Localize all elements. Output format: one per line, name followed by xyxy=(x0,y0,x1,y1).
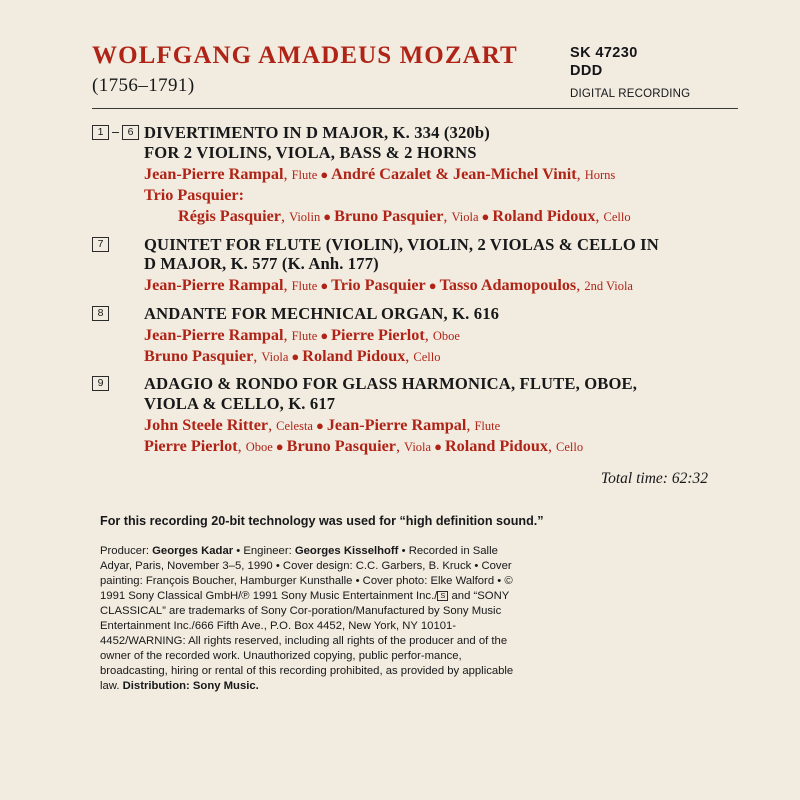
credits-sep: • xyxy=(398,545,406,558)
bullet-icon: ● xyxy=(315,417,324,433)
performer-name: Roland Pidoux xyxy=(444,437,548,456)
performer-name: Roland Pidoux xyxy=(302,346,406,365)
header-divider xyxy=(92,108,738,109)
performer-instrument: Oboe xyxy=(432,328,460,343)
work-subtitle: D MAJOR, K. 577 (K. Anh. 177) xyxy=(144,254,379,274)
engineer-name: Georges Kisselhoff xyxy=(294,545,399,558)
performer-name: Jean-Pierre Rampal xyxy=(144,164,284,183)
track-number: 6 xyxy=(122,125,139,140)
track-range-dash-icon xyxy=(112,132,119,133)
bullet-icon: ● xyxy=(481,209,490,225)
work-title: QUINTET FOR FLUTE (VIOLIN), VIOLIN, 2 VIOLAS & CELLO IN xyxy=(144,234,659,254)
performer-line: Pierre Pierlot, Oboe ● Bruno Pasquier, Viola ● Roland Pidoux, Cello xyxy=(144,437,584,456)
performer-instrument: Cello xyxy=(556,440,584,455)
performer-name: Bruno Pasquier xyxy=(286,437,396,456)
performer-name: Roland Pidoux xyxy=(492,207,596,226)
performer-line xyxy=(144,185,738,205)
composer-dates: (1756–1791) xyxy=(92,74,195,96)
producer-prefix: Producer: xyxy=(100,545,153,558)
track-number-group xyxy=(92,125,139,140)
performer-line: John Steele Ritter, Celesta ● Jean-Pierre Rampal, Flute xyxy=(144,415,501,434)
work-entry xyxy=(92,374,738,456)
track-number: 9 xyxy=(92,376,109,391)
performer-name: André Cazalet & Jean-Michel Vinit xyxy=(331,164,577,183)
performer-line: Jean-Pierre Rampal, Flute ● Trio Pasquier ● Tasso Adamopoulos, 2nd Viola xyxy=(144,276,633,295)
sony-trademark-icon: S xyxy=(437,591,448,601)
performer-line: Jean-Pierre Rampal, Flute ● André Cazalet & Jean-Michel Vinit, Horns xyxy=(144,164,616,183)
bullet-icon: ● xyxy=(320,278,329,294)
performer-instrument: Horns xyxy=(584,167,616,182)
header-right xyxy=(570,42,738,100)
work-subtitle: FOR 2 VIOLINS, VIOLA, BASS & 2 HORNS xyxy=(144,142,477,162)
performer-instrument: Violin xyxy=(289,210,321,225)
total-time: Total time: 62:32 xyxy=(600,470,708,488)
digital-recording-label: DIGITAL RECORDING xyxy=(570,88,691,100)
catalog-number: SK 47230 xyxy=(570,45,638,61)
composer-name: WOLFGANG AMADEUS MOZART xyxy=(92,42,518,69)
performer-name: Tasso Adamopoulos xyxy=(439,276,577,295)
track-number: 1 xyxy=(92,125,109,140)
performer-name: Pierre Pierlot xyxy=(144,437,238,456)
performer-instrument: Oboe xyxy=(245,440,273,455)
track-number-group xyxy=(92,237,109,252)
ddd-code: DDD xyxy=(570,63,603,79)
performer-name: Jean-Pierre Rampal xyxy=(326,415,467,434)
performer-name: Trio Pasquier xyxy=(331,276,426,295)
performer-instrument: Flute xyxy=(291,328,318,343)
credits-body: Recorded in Salle Adyar, Paris, November 3–5, 1990 • Cover design: C.C. Garbers, B. Kruck • Cover painting: François Boucher, Hamburger Kunsthalle • Cover photo: Elke Walford • xyxy=(100,545,512,588)
bullet-icon: ● xyxy=(320,166,329,182)
performer-instrument: Cello xyxy=(413,349,441,364)
bullet-icon: ● xyxy=(434,439,442,455)
bullet-icon: ● xyxy=(428,278,437,294)
track-number: 8 xyxy=(92,306,109,321)
performer-name: Régis Pasquier xyxy=(178,207,281,226)
track-listing xyxy=(92,123,738,456)
work-entry xyxy=(92,235,738,296)
header xyxy=(92,42,738,100)
bullet-icon: ● xyxy=(275,439,284,455)
performer-name: Jean-Pierre Rampal xyxy=(144,276,284,295)
performer-instrument: Viola xyxy=(261,349,289,364)
bullet-icon: ● xyxy=(320,327,329,343)
ensemble-name: Trio Pasquier: xyxy=(144,186,244,205)
work-entry xyxy=(92,123,738,227)
performer-name: Pierre Pierlot xyxy=(331,325,425,344)
performer-name: John Steele Ritter xyxy=(144,415,269,434)
engineer-prefix: • Engineer: xyxy=(233,545,295,558)
track-number: 7 xyxy=(92,237,109,252)
performer-instrument: Celesta xyxy=(276,418,313,433)
performer-line: Jean-Pierre Rampal, Flute ● Pierre Pierlot, Oboe xyxy=(144,325,460,344)
work-title: DIVERTIMENTO IN D MAJOR, K. 334 (320b) xyxy=(144,123,490,142)
bullet-icon: ● xyxy=(323,209,332,225)
performer-instrument: Flute xyxy=(291,279,318,294)
performer-instrument: Flute xyxy=(291,167,318,182)
recording-note: For this recording 20-bit technology was used for “high definition sound.” xyxy=(100,514,544,529)
performer-line: Bruno Pasquier, Viola ● Roland Pidoux, Cello xyxy=(144,346,441,365)
work-entry xyxy=(92,304,738,366)
work-title: ADAGIO & RONDO FOR GLASS HARMONICA, FLUTE, OBOE, xyxy=(144,374,638,394)
header-left xyxy=(92,42,518,97)
performer-name: Jean-Pierre Rampal xyxy=(144,325,284,344)
performer-line: Régis Pasquier, Violin ● Bruno Pasquier, Viola ● Roland Pidoux, Cello xyxy=(178,207,631,226)
track-number-group xyxy=(92,376,109,391)
track-number-group xyxy=(92,306,109,321)
work-subtitle: VIOLA & CELLO, K. 617 xyxy=(144,393,336,413)
performer-instrument: Cello xyxy=(603,210,631,225)
performer-instrument: Viola xyxy=(451,210,479,225)
work-title: ANDANTE FOR MECHNICAL ORGAN, K. 616 xyxy=(144,303,500,323)
performer-name: Bruno Pasquier xyxy=(144,346,254,365)
copyright-first: © 1991 Sony Classical GmbH/℗ 1991 Sony Music Entertainment Inc./ xyxy=(100,575,513,603)
credits-block xyxy=(92,544,520,693)
producer-name: Georges Kadar xyxy=(152,545,234,558)
performer-instrument: Viola xyxy=(404,440,432,455)
performer-instrument: 2nd Viola xyxy=(584,279,633,294)
bullet-icon: ● xyxy=(291,348,300,364)
copyright-second: and “SONY CLASSICAL” are trademarks of Sony Cor-poration/Manufactured by Sony Music Entertainment Inc./666 Fifth Ave., P.O. Box 4452, New York, NY 10101-4452/WARNING: All rights reserved, including all rights of the producer and of the owner of the recorded work. Unauthorized copying, public perfor-mance, broadcasting, hiring or rental of this recording prohibited, as provided by applicable law. xyxy=(100,590,514,692)
performer-instrument: Flute xyxy=(474,418,501,433)
performer-name: Bruno Pasquier xyxy=(334,207,444,226)
distribution-label: Distribution: Sony Music. xyxy=(122,679,259,692)
